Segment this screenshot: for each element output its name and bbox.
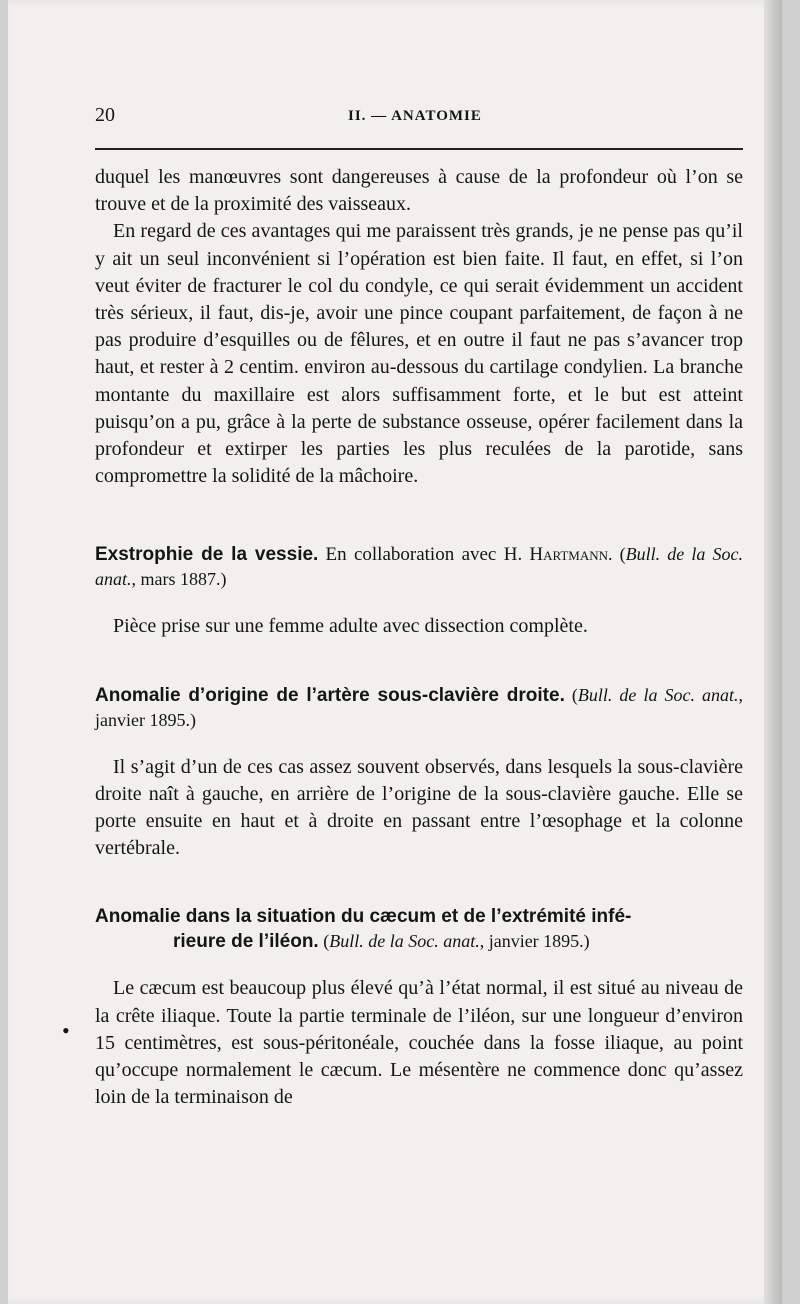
entry-title-line-1: Anomalie dans la situation du cæcum et de l’extrémité infé- (95, 906, 632, 928)
entry-heading (95, 683, 743, 733)
entry-text: Pièce prise sur une femme adulte avec dissection complète. (113, 615, 588, 638)
entry-collaboration: En collaboration avec H. (325, 544, 523, 566)
entry-journal: Bull. de la Soc. anat. (577, 684, 739, 705)
entry-date: , janvier 1895.) (95, 684, 743, 730)
margin-bullet: • (62, 1018, 70, 1043)
entry-title: Anomalie d’origine de l’artère sous-clavière droite. (95, 684, 565, 706)
entry-heading (95, 904, 743, 954)
page-edge-shadow (764, 0, 782, 1304)
entry-anomalie-artere (95, 683, 743, 863)
running-title: II. — ANATOMIE (348, 108, 482, 124)
entry-anomalie-caecum (95, 904, 743, 1111)
paragraph-1: duquel les manœuvres sont dangereuses à cause de la profondeur où l’on se trouve et de la proximité des vaisseaux. (95, 166, 743, 216)
entry-paren: ( (619, 544, 626, 565)
entry-heading: Exstrophie de la vessie. En collaboration avec H. Hartmann. (Bull. de la Soc. anat., mars 1887.) (95, 544, 744, 590)
entry-date: , mars 1887.) (131, 569, 227, 590)
entry-title-line-2-row (95, 929, 743, 954)
entry-journal: Bull. de la Soc. anat. (329, 931, 480, 952)
entry-paren: ( (571, 684, 578, 705)
page-body (95, 164, 743, 1111)
running-head (88, 104, 738, 132)
header-rule (95, 148, 743, 150)
entry-journal: Bull. de la Soc. anat. (95, 544, 744, 590)
entry-paren: ( (323, 931, 330, 952)
entry-text: Le cæcum est beaucoup plus élevé qu’à l’état normal, il est situé au niveau de la crête iliaque. Toute la partie terminale de l’iléon, sur une longueur d’environ 15 centimètres, est sous-péritonéale, couchée dans la fosse iliaque, au point qu’occupe normalement le cæcum. Le mésentère ne commence donc qu’assez loin de la terminaison de (95, 977, 743, 1109)
printed-page (8, 0, 782, 1304)
entry-exstrophie (95, 542, 743, 640)
entry-title-line-2: rieure de l’iléon. (173, 931, 319, 953)
entry-collaborator: Hartmann (529, 544, 609, 566)
entry-text: Il s’agit d’un de ces cas assez souvent observés, dans lesquels la sous-clavière droite naît à gauche, en arrière de l’origine de la sous-clavière gauche. Elle se porte ensuite en haut et à droite en passant entre l’œsophage et la colonne vertébrale. (95, 755, 743, 860)
entry-title: Exstrophie de la vessie. (95, 544, 319, 566)
paragraph-2: En regard de ces avantages qui me paraissent très grands, je ne pense pas qu’il y ait un seul inconvénient si l’opération est bien faite. Il faut, en effet, si l’on veut éviter de fracturer le col du condyle, ce qui serait évidemment un accident très sérieux, il faut, dis-je, avoir une pince coupant parfaitement, de façon à ne pas produire d’esquilles ou de fêlures, et en outre il faut ne pas s’avancer trop haut, et rester à 2 centim. environ au-dessous du cartilage condylien. La branche montante du maxillaire est alors suffisamment forte, et le but est atteint puisqu’on a pu, grâce à la perte de substance osseuse, opérer facilement dans la profondeur et extirper les parties les plus reculées de la parotide, sans compromettre la solidité de la mâchoire. (95, 220, 743, 488)
entry-date: , janvier 1895.) (479, 931, 590, 952)
page-number: 20 (95, 104, 115, 126)
